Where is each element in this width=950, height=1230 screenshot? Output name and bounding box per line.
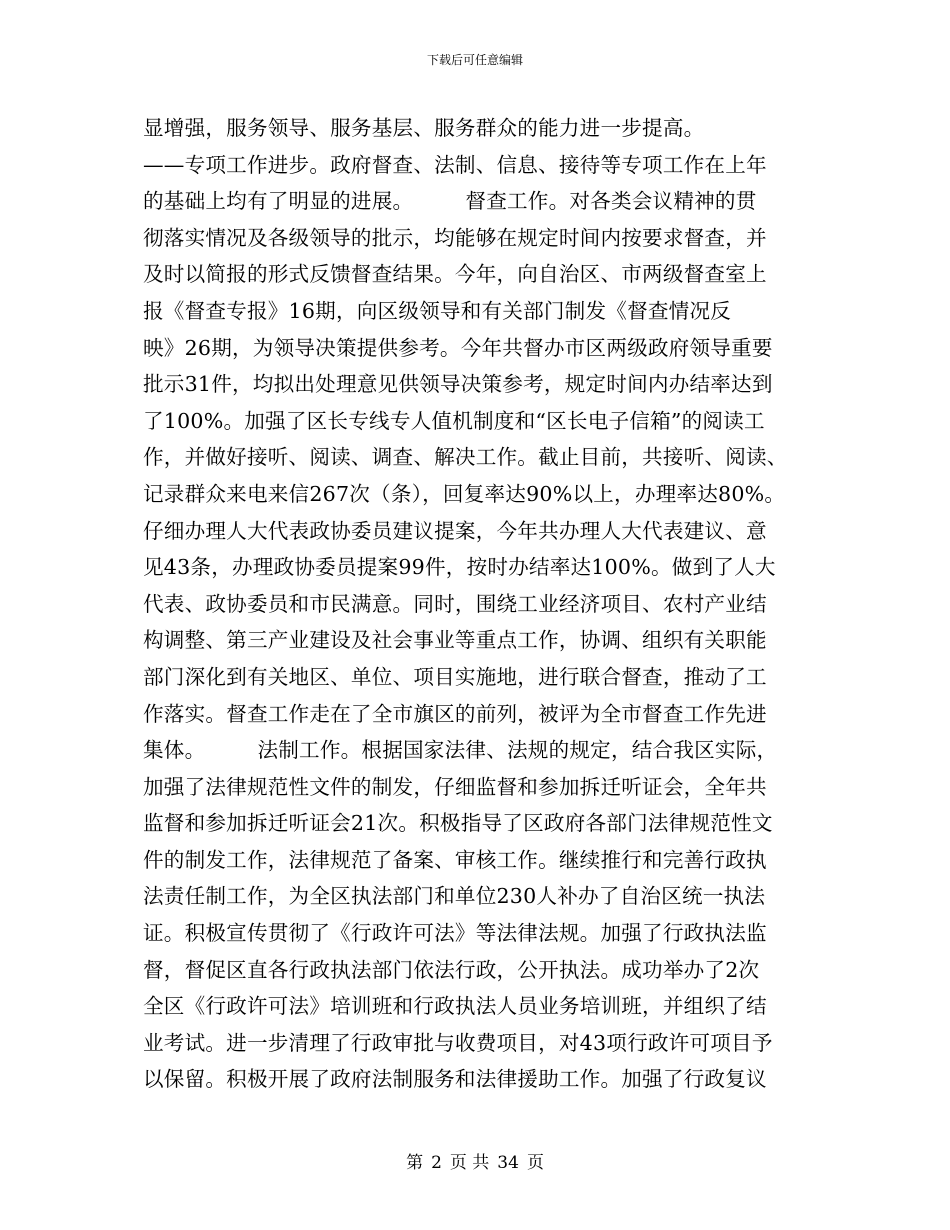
text-line: 报《督查专报》16期，向区级领导和有关部门制发《督查情况反	[143, 298, 732, 323]
page-label-suffix: 页	[526, 1153, 544, 1173]
text-line: 彻落实情况及各级领导的批示，均能够在规定时间内按要求督查，并	[143, 225, 767, 250]
page-number: 2	[431, 1153, 442, 1173]
text-line: 以保留。积极开展了政府法制服务和法律援助工作。加强了行政复议	[143, 1067, 767, 1092]
text-line: 作落实。督查工作走在了全市旗区的前列，被评为全市督查工作先进	[143, 701, 767, 726]
text-line: ——专项工作进步。政府督查、法制、信息、接待等专项工作在上年	[143, 152, 767, 177]
text-line: 全区《行政许可法》培训班和行政执法人员业务培训班，并组织了结	[143, 994, 767, 1019]
text-line: 代表、政协委员和市民满意。同时，围绕工业经济项目、农村产业结	[143, 591, 767, 616]
text-line: 部门深化到有关地区、单位、项目实施地，进行联合督查，推动了工	[143, 664, 767, 689]
page-label-prefix: 第	[406, 1153, 424, 1173]
text-line: 仔细办理人大代表政协委员建议提案，今年共办理人大代表建议、意	[143, 518, 767, 543]
text-line: 集体。 法制工作。根据国家法律、法规的规定，结合我区实际，	[143, 738, 778, 763]
text-line: 映》26期，为领导决策提供参考。今年共督办市区两级政府领导重要	[143, 335, 773, 360]
text-line: 业考试。进一步清理了行政审批与收费项目，对43项行政许可项目予	[143, 1030, 773, 1055]
page-footer	[0, 1152, 950, 1174]
text-line: 见43条，办理政协委员提案99件，按时办结率达100%。做到了人大	[143, 555, 776, 580]
header-note: 下载后可任意编辑	[426, 53, 523, 67]
text-line: 证。积极宣传贯彻了《行政许可法》等法律法规。加强了行政执法监	[143, 921, 767, 946]
text-line: 了100%。加强了区长专线专人值机制度和“区长电子信箱”的阅读工	[143, 408, 765, 433]
text-line: 作，并做好接听、阅读、调查、解决工作。截止目前，共接听、阅读、	[143, 445, 788, 470]
text-line: 监督和参加拆迁听证会21次。积极指导了区政府各部门法律规范性文	[143, 811, 773, 836]
text-line: 批示31件，均拟出处理意见供领导决策参考，规定时间内办结率达到	[143, 372, 773, 397]
page-label-mid: 页 共	[449, 1153, 490, 1173]
text-line: 记录群众来电来信267次（条），回复率达90%以上，办理率达80%。	[143, 481, 786, 506]
text-line: 加强了法律规范性文件的制发，仔细监督和参加拆迁听证会，全年共	[143, 774, 767, 799]
text-line: 件的制发工作，法律规范了备案、审核工作。继续推行和完善行政执	[143, 847, 767, 872]
text-line: 及时以简报的形式反馈督查结果。今年，向自治区、市两级督查室上	[143, 262, 767, 287]
body-text	[143, 110, 813, 1098]
text-line: 法责任制工作，为全区执法部门和单位230人补办了自治区统一执法	[143, 884, 766, 909]
page-total: 34	[497, 1153, 519, 1173]
text-line: 的基础上均有了明显的进展。 督查工作。对各类会议精神的贯	[143, 189, 757, 214]
text-line: 构调整、第三产业建设及社会事业等重点工作，协调、组织有关职能	[143, 628, 767, 653]
text-line: 督，督促区直各行政执法部门依法行政，公开执法。成功举办了2次	[143, 957, 760, 982]
text-line: 显增强，服务领导、服务基层、服务群众的能力进一步提高。	[143, 116, 705, 140]
